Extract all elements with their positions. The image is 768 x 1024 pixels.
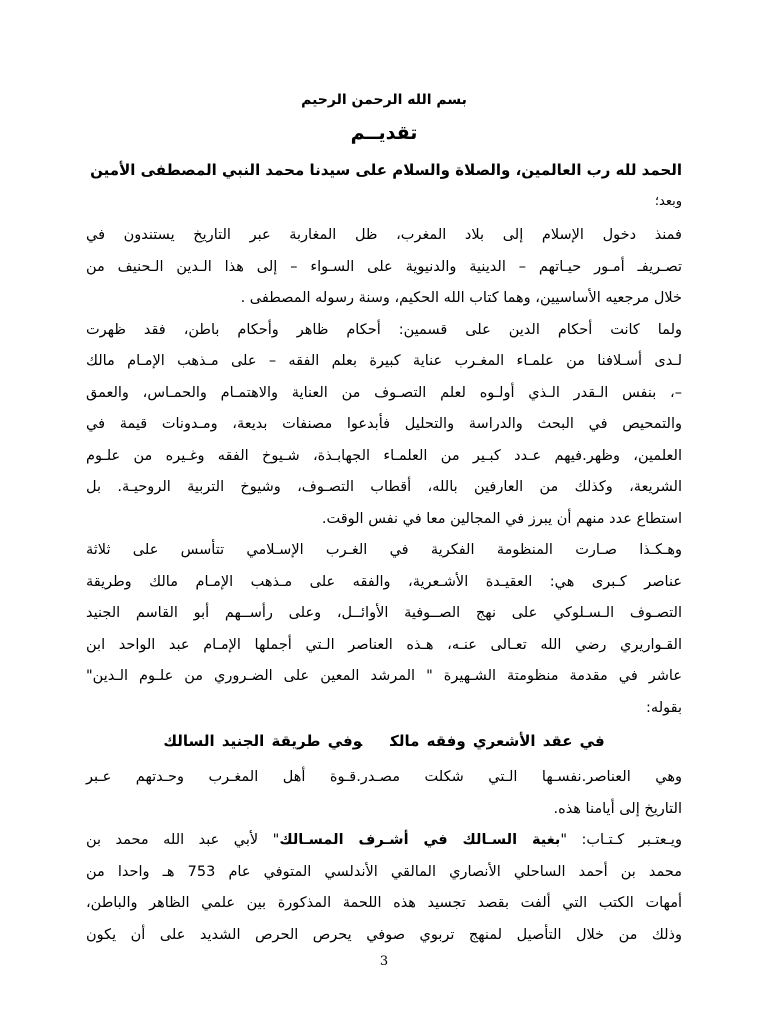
paragraph-5 [86,825,682,951]
text-line: لـدى أسـلافنا من علمـاء المغـرب عناية كبيرة بعلم الفقه – على مـذهب الإمـام مالك [86,353,682,369]
text-line: أمهات الكتب التي ألفت بقصد تجسيد هذه اللحمة المذكورة بين علمي الظاهر والباطن، [86,895,682,911]
paragraph-3 [86,535,682,724]
text-line: –، بنفس الـقدر الـذي أولـوه لعلم التصـوف من العناية والاهتمـام والحمـاس، والعمق [86,384,682,401]
text-line: التصـوف الـسـلوكي على نهج الصــوفية الأوائــل، وعلى رأســهم أبو القاسم الجنيد [86,605,682,621]
text-line: وذلك من خلال التأصيل لمنهج تربوي صوفي يحرص الحرص الشديد على أن يكون [86,926,682,943]
text-line: خلال مرجعيه الأساسيين، وهما كتاب الله الحكيم، وسنة رسوله المصطفى . [240,290,682,306]
paragraph-1 [86,220,682,315]
text-line: بقوله: [646,699,682,716]
text-line: التاريخ إلى أيامنا هذه. [553,800,682,817]
text-line: فمنذ دخول الإسلام إلى بلاد المغرب، ظل المغاربة عبر التاريخ يستندون في [86,227,682,243]
text-line: ولما كانت أحكام الدين على قسمين: أحكام ظاهر وأحكام باطن، فقد ظهرت [86,321,682,338]
page-number: 3 [379,954,389,969]
text-line: محمد بن أحمد الساحلي الأنصاري المالقي الأندلسي المتوفي عام 753 هـ واحدا من [86,863,683,880]
basmala: بسم الله الرحمن الرحيم [301,92,467,108]
text-line: والتمحيص في البحث والدراسة والتحليل فأبدعوا مصنفات بديعة، ومـدونات قيمة في [86,416,682,432]
text-line: الشريعة، وكذلك من العارفين بالله، أقطاب التصـوف، وشيوخ التربية الروحيـة. بل [86,479,682,495]
text-fragment: ويـعتـبر كـتـاب: " [560,832,682,848]
text-line: القـواريري رضي الله تعـالى عنـه، هـذه العناصر الـتي أجملها الإمـام عبد الواحد ابن [86,636,682,653]
text-line: وهـكـذا صـارت المنظومة الفكرية في الغـرب الإسـلامي تتأسس على ثلاثة [86,542,682,558]
verse-hemistich-1: في عقد الأشعري وفقه مالك [390,732,605,750]
text-line: عناصر كـبرى هي: العقيـدة الأشـعرية، والفقه على مـذهب الإمـام مالك وطريقة [86,573,682,590]
text-line [86,825,682,857]
page-title: تقديــم [350,122,418,144]
text-fragment: " لأبي عبد الله محمد بن [86,832,280,848]
text-line: تصـريفـ أمـور حيـاتهم – الدينية والدنيوية على السـواء – إلى هذا الـدين الـحنيف من [86,258,682,275]
paragraph-4 [86,762,682,825]
text-line: وهي العناصر.نفسـها الـتي شكلت مصـدر.قـوة أهل المغـرب وحـدتهم عـبر [86,769,682,785]
text-line: استطاع عدد منهم أن يبرز في المجالين معا في نفس الوقت. [321,510,682,527]
intro-line: وبعد؛ [654,194,682,209]
book-title: بغية السـالك في أشـرف المسـالك [279,832,561,848]
opening-praise: الحمد لله رب العالمين، والصلاة والسلام على سيدنا محمد النبي المصطفى الأمين [90,161,682,179]
verse-hemistich-2: وفي طريقة الجنيد السالك [163,732,363,750]
paragraph-2 [86,315,682,536]
text-line: العلمين، وظهر.فيهم عـدد كبـير من العلمـاء الجهابـذة، شـيوخ الفقه وغـيره من علـوم [86,447,682,464]
poem-verse [86,726,682,756]
text-line: عاشر في مقدمة منظومتة الشـهيرة " المرشد المعين على الضـروري من علـوم الـدين" [86,668,682,684]
